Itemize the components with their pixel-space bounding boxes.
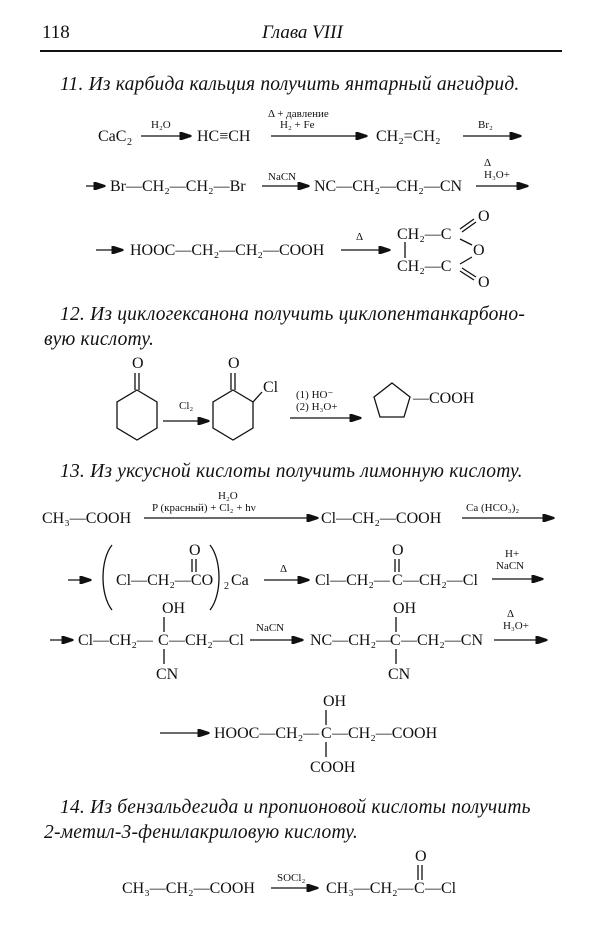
co-double-2b — [462, 268, 476, 277]
anhydride-o-top: O — [478, 208, 490, 225]
trinitrile-c: C — [390, 632, 401, 649]
p13-acetic-acid: CH₃—COOH — [42, 510, 132, 527]
problem-text: Из уксусной кислоты получить лимонную кислоту. — [90, 461, 523, 482]
chlorohydrin-cn: CN — [156, 666, 179, 683]
p11-row1 — [98, 108, 520, 148]
problem-number: 11. — [60, 74, 84, 95]
p14-propionic: CH₃—CH₂—COOH — [122, 880, 255, 897]
cyclohexanone-ring — [117, 390, 157, 440]
chlorine: Cl — [263, 379, 279, 396]
p11-delta: Δ — [484, 157, 492, 169]
p14-scheme — [122, 848, 457, 897]
ketone-right: —CH₂—Cl — [403, 572, 478, 589]
acyl-o: O — [415, 848, 427, 865]
ketone-o: O — [392, 542, 404, 559]
p13-row2 — [68, 542, 542, 610]
p12-cond-1: (1) HO⁻ — [296, 389, 334, 401]
problem-text-line1: Из бензальдегида и пропионовой кислоты получить — [90, 797, 531, 818]
trinitrile-cn: CN — [388, 666, 411, 683]
ring-bond-1 — [460, 239, 472, 245]
salt-o: O — [189, 542, 201, 559]
acyl-left: CH₃—CH₂— — [326, 880, 414, 897]
p11-nacn: NaCN — [268, 171, 297, 183]
salt-ca: Ca — [231, 572, 249, 589]
ketone-c: C — [392, 572, 403, 589]
problem-text-line1: Из циклогексанона получить циклопентанкарбоно- — [90, 304, 526, 325]
p11-h3o: H₃O+ — [484, 169, 510, 181]
p11-row3 — [96, 208, 490, 291]
chlorohydrin-c: C — [158, 632, 169, 649]
p14-socl2: SOCl₂ — [277, 872, 306, 884]
p11-dinitrile: NC—CH₂—CH₂—CN — [314, 178, 463, 195]
chlorohydrin-left: Cl—CH₂— — [78, 632, 153, 649]
co-double-2a — [460, 271, 474, 280]
p13-nacn: NaCN — [496, 560, 525, 572]
p11-ethylene: CH₂=CH₂ — [376, 128, 441, 145]
chapter-title: Глава VIII — [262, 22, 343, 43]
problem-number: 13. — [60, 461, 85, 482]
p13-row4 — [160, 693, 438, 776]
chlorocyclohexanone-o: O — [228, 355, 240, 372]
salt-subscript: 2 — [224, 581, 229, 592]
problem-number: 14. — [60, 797, 85, 818]
cyclohexanone — [117, 355, 157, 440]
citric-c: C — [321, 725, 332, 742]
problem-text-line2: вую кислоту. — [44, 329, 155, 350]
ring-bond-2 — [460, 257, 472, 264]
chlorocyclohexanone-ring — [213, 390, 253, 440]
p13-delta: Δ — [280, 563, 288, 575]
citric-cooh: COOH — [310, 759, 356, 776]
chlorohydrin-oh: OH — [162, 600, 186, 617]
p13-delta-2: Δ — [507, 608, 515, 620]
p11-h2o: H₂O — [151, 119, 171, 131]
p13-h2o: H₂O — [218, 490, 238, 502]
p13-row1 — [42, 490, 553, 527]
problem-text: Из карбида кальция получить янтарный ангидрид. — [88, 74, 520, 95]
problem-number: 12. — [60, 304, 85, 325]
anhydride-bottom: CH₂—C — [397, 258, 452, 275]
succinic-anhydride — [397, 208, 490, 291]
p11-cond-bot: H₂ + Fe — [280, 119, 315, 131]
anhydride-o-bottom: O — [478, 274, 490, 291]
p13-nacn-2: NaCN — [256, 622, 285, 634]
p11-dibromide: Br—CH₂—CH₂—Br — [110, 178, 246, 195]
calcium-salt-inner: Cl—CH₂—CO — [116, 572, 214, 589]
p11-cond-top: Δ + давление — [268, 108, 329, 120]
co-double-1b — [462, 222, 476, 232]
citric-left: HOOC—CH₂— — [214, 725, 320, 742]
anhydride-o-ring: O — [473, 242, 485, 259]
trinitrile-left: NC—CH₂— — [310, 632, 393, 649]
p11-acetylene: HC≡CH — [197, 128, 251, 145]
p11-succinic-acid: HOOC—CH₂—CH₂—COOH — [130, 242, 325, 259]
citric-right: —CH₂—COOH — [332, 725, 438, 742]
p11-cac2: CaC — [98, 128, 127, 145]
citric-oh: OH — [323, 693, 347, 710]
p13-ca-hco3: Ca (HCO₃)₂ — [466, 502, 520, 514]
trinitrile-right: —CH₂—CN — [401, 632, 484, 649]
p13-row3 — [50, 600, 546, 683]
p12-cl2: Cl₂ — [179, 400, 194, 412]
cyclopentane-ring — [374, 383, 410, 417]
p13-hplus: H+ — [505, 548, 520, 560]
acyl-right: —Cl — [425, 880, 457, 897]
acyl-c: C — [414, 880, 425, 897]
p13-h3o: H₃O+ — [503, 620, 529, 632]
co-double-1a — [460, 219, 474, 229]
p13-chloroacetic: Cl—CH₂—COOH — [321, 510, 442, 527]
chlorocyclohexanone — [213, 355, 279, 440]
p11-br2: Br₂ — [478, 119, 493, 131]
cyclopentane-carboxylic-acid — [374, 383, 475, 417]
page-number: 118 — [42, 22, 70, 43]
p11-cac2-sub: 2 — [127, 137, 132, 148]
p12-scheme — [117, 355, 475, 440]
cyclohexanone-o: O — [132, 355, 144, 372]
p11-delta2: Δ — [356, 231, 364, 243]
trinitrile-oh: OH — [393, 600, 417, 617]
cooh-group: —COOH — [413, 390, 475, 407]
chlorohydrin-right: —CH₂—Cl — [169, 632, 244, 649]
c-cl-bond — [253, 392, 262, 402]
p12-cond-2: (2) H₃O+ — [296, 401, 338, 413]
anhydride-top: CH₂—C — [397, 226, 452, 243]
ketone-left: Cl—CH₂— — [315, 572, 390, 589]
problem-text-line2: 2-метил-3-фенилакриловую кислоту. — [44, 822, 358, 843]
left-bracket — [103, 545, 112, 610]
p11-row2 — [86, 157, 527, 195]
p13-reagents: P (красный) + Cl₂ + hν — [152, 502, 256, 514]
